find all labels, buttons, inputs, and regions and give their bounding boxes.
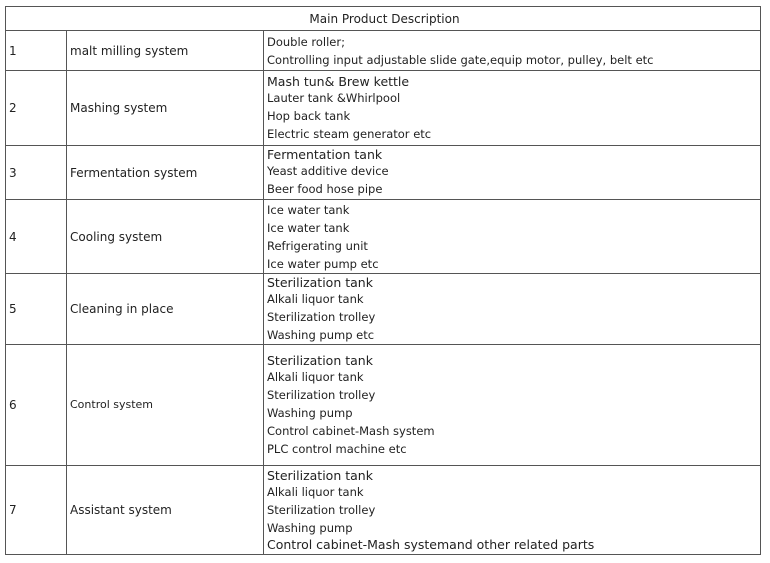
table-row	[6, 345, 761, 466]
component-item: Alkali liquor tank	[267, 485, 364, 499]
component-item: Washing pump etc	[267, 327, 375, 342]
component-item: Refrigerating unit	[267, 238, 368, 253]
system-name: malt milling system	[67, 31, 264, 71]
component-item: Controlling input adjustable slide gate,equip motor, pulley, belt etc	[267, 52, 654, 67]
system-name: Mashing system	[67, 71, 264, 146]
row-number: 1	[6, 31, 67, 71]
component-item: Beer food hose pipe	[267, 182, 383, 196]
component-item: Alkali liquor tank	[267, 369, 364, 384]
component-item: Double roller;	[267, 34, 345, 49]
component-item: Mash tun& Brew kettle	[267, 73, 410, 89]
component-item: Ice water tank	[267, 220, 350, 235]
system-name: Assistant system	[67, 466, 264, 555]
row-number: 7	[6, 466, 67, 555]
component-item: Sterilization trolley	[267, 309, 376, 324]
table-row	[6, 71, 761, 146]
component-item: Sterilization trolley	[267, 503, 376, 517]
component-item: Electric steam generator etc	[267, 126, 432, 141]
row-number: 3	[6, 146, 67, 200]
system-name: Fermentation system	[67, 146, 264, 200]
component-list	[264, 31, 761, 71]
component-item: Sterilization trolley	[267, 387, 376, 402]
component-item: Yeast additive device	[267, 164, 389, 178]
component-list	[264, 274, 761, 345]
system-name: Cleaning in place	[67, 274, 264, 345]
component-item: Ice water pump etc	[267, 256, 379, 271]
row-number: 2	[6, 71, 67, 146]
component-list	[264, 71, 761, 146]
product-description-table	[5, 6, 761, 555]
component-item: Hop back tank	[267, 108, 351, 123]
table-row	[6, 31, 761, 71]
component-item: Control cabinet-Mash systemand other related parts	[267, 537, 595, 552]
component-item: Washing pump	[267, 521, 353, 535]
table-title: Main Product Description	[6, 7, 761, 31]
table-header-row	[6, 7, 761, 31]
component-list	[264, 466, 761, 555]
component-item: Sterilization tank	[267, 274, 373, 290]
component-item: Sterilization tank	[267, 468, 373, 483]
table-row	[6, 274, 761, 345]
component-item: Fermentation tank	[267, 147, 383, 162]
component-item: Sterilization tank	[267, 352, 373, 368]
component-item: Washing pump	[267, 405, 353, 420]
system-name: Cooling system	[67, 200, 264, 274]
component-item: PLC control machine etc	[267, 441, 407, 456]
table-row	[6, 146, 761, 200]
system-name: Control system	[67, 345, 264, 466]
component-item: Ice water tank	[267, 202, 350, 217]
component-list	[264, 200, 761, 274]
row-number: 6	[6, 345, 67, 466]
component-item: Lauter tank &Whirlpool	[267, 90, 401, 105]
table-row	[6, 200, 761, 274]
component-list	[264, 146, 761, 200]
table-row	[6, 466, 761, 555]
component-list	[264, 345, 761, 466]
component-item: Alkali liquor tank	[267, 291, 364, 306]
row-number: 4	[6, 200, 67, 274]
row-number: 5	[6, 274, 67, 345]
component-item: Control cabinet-Mash system	[267, 423, 435, 438]
